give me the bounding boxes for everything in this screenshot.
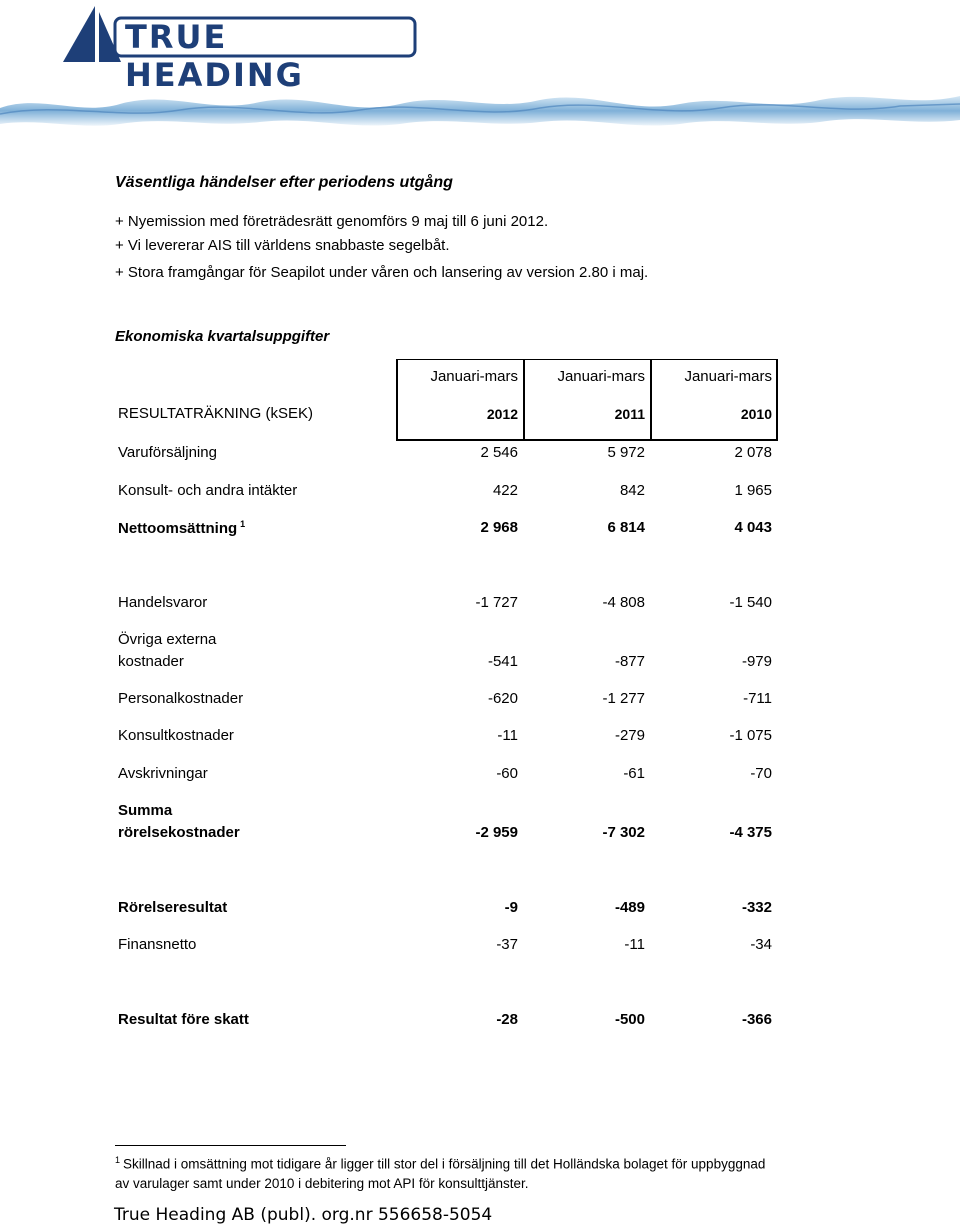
row-value: -620: [487, 690, 518, 707]
row-value: -541: [487, 653, 518, 670]
row-value: -2 959: [475, 824, 518, 841]
row-value: -37: [496, 936, 518, 953]
wave-banner: [0, 86, 960, 132]
row-value: -11: [497, 727, 518, 744]
row-label: Handelsvaror: [118, 594, 208, 611]
row-label: [118, 519, 245, 537]
row-value: -1 540: [729, 594, 772, 611]
footer-company: True Heading AB (publ). org.nr 556658-5054: [114, 1205, 493, 1225]
row-label: Finansnetto: [118, 936, 197, 953]
row-value: -979: [741, 653, 772, 670]
period-header: Januari-mars: [684, 368, 772, 385]
footnote-line: [115, 1155, 765, 1172]
row-value: 2 546: [480, 444, 518, 461]
row-value: -61: [623, 765, 645, 782]
period-header: Januari-mars: [430, 368, 518, 385]
row-value: -70: [750, 765, 772, 782]
row-value: 842: [619, 482, 645, 499]
footnote-line2: av varulager samt under 2010 i debitering mot API för konsulttjänster.: [115, 1176, 529, 1191]
year-header: 2010: [740, 406, 772, 422]
row-value: 422: [492, 482, 518, 499]
row-value: 4 043: [734, 519, 772, 536]
footnote-ref: 1: [240, 519, 246, 529]
row-value: -34: [750, 936, 772, 953]
row-label: Personalkostnader: [118, 690, 244, 707]
row-value: -489: [614, 899, 645, 916]
row-value: -60: [496, 765, 518, 782]
row-value: -711: [743, 690, 772, 707]
table-title: Ekonomiska kvartalsuppgifter: [115, 328, 330, 345]
event-item: + Stora framgångar för Seapilot under våren och lansering av version 2.80 i maj.: [115, 264, 649, 281]
row-label-text: Nettoomsättning: [118, 520, 238, 537]
row-label: Övriga externa: [118, 631, 217, 648]
row-value: -366: [741, 1011, 772, 1028]
events-title: Väsentliga händelser efter periodens utgång: [115, 174, 453, 191]
company-logo: [55, 4, 420, 94]
event-item: + Vi levererar AIS till världens snabbaste segelbåt.: [115, 237, 450, 254]
period-header: Januari-mars: [557, 368, 645, 385]
year-header: 2012: [486, 406, 518, 422]
row-label: Rörelseresultat: [118, 899, 228, 916]
row-label: Avskrivningar: [118, 765, 208, 782]
row-value: -1 727: [475, 594, 518, 611]
row-label: Resultat före skatt: [118, 1011, 249, 1028]
row-value: -28: [496, 1011, 518, 1028]
row-value: 2 968: [480, 519, 518, 536]
row-label: Konsult- och andra intäkter: [118, 482, 298, 499]
footnote-number: 1: [115, 1155, 121, 1165]
logo-wordmark: TRUE HEADING: [125, 18, 304, 94]
row-value: -7 302: [602, 824, 645, 841]
row-value: -877: [614, 653, 645, 670]
row-value: -9: [504, 899, 518, 916]
table-label-header: RESULTATRÄKNING (kSEK): [118, 405, 314, 422]
row-value: 2 078: [734, 444, 772, 461]
row-label: Summa: [118, 802, 173, 819]
row-label: Konsultkostnader: [118, 727, 234, 744]
row-value: -1 277: [602, 690, 645, 707]
row-value: -1 075: [729, 727, 772, 744]
row-value: -4 808: [602, 594, 645, 611]
row-value: 1 965: [734, 482, 772, 499]
year-header: 2011: [614, 406, 645, 422]
row-label-line2: rörelsekostnader: [118, 824, 240, 841]
row-value: -500: [614, 1011, 645, 1028]
row-value: -279: [614, 727, 645, 744]
footnote-separator: [115, 1145, 346, 1146]
event-item: + Nyemission med företrädesrätt genomförs 9 maj till 6 juni 2012.: [115, 213, 549, 230]
row-value: -4 375: [729, 824, 772, 841]
row-value: 6 814: [607, 519, 645, 536]
row-value: -332: [741, 899, 772, 916]
row-label: Varuförsäljning: [118, 444, 217, 461]
row-value: 5 972: [607, 444, 645, 461]
footnote-text: Skillnad i omsättning mot tidigare år ligger till stor del i försäljning till det Holländska bolaget för uppbyggnad: [123, 1156, 766, 1172]
row-value: -11: [624, 936, 645, 953]
row-label-line2: kostnader: [118, 653, 184, 670]
